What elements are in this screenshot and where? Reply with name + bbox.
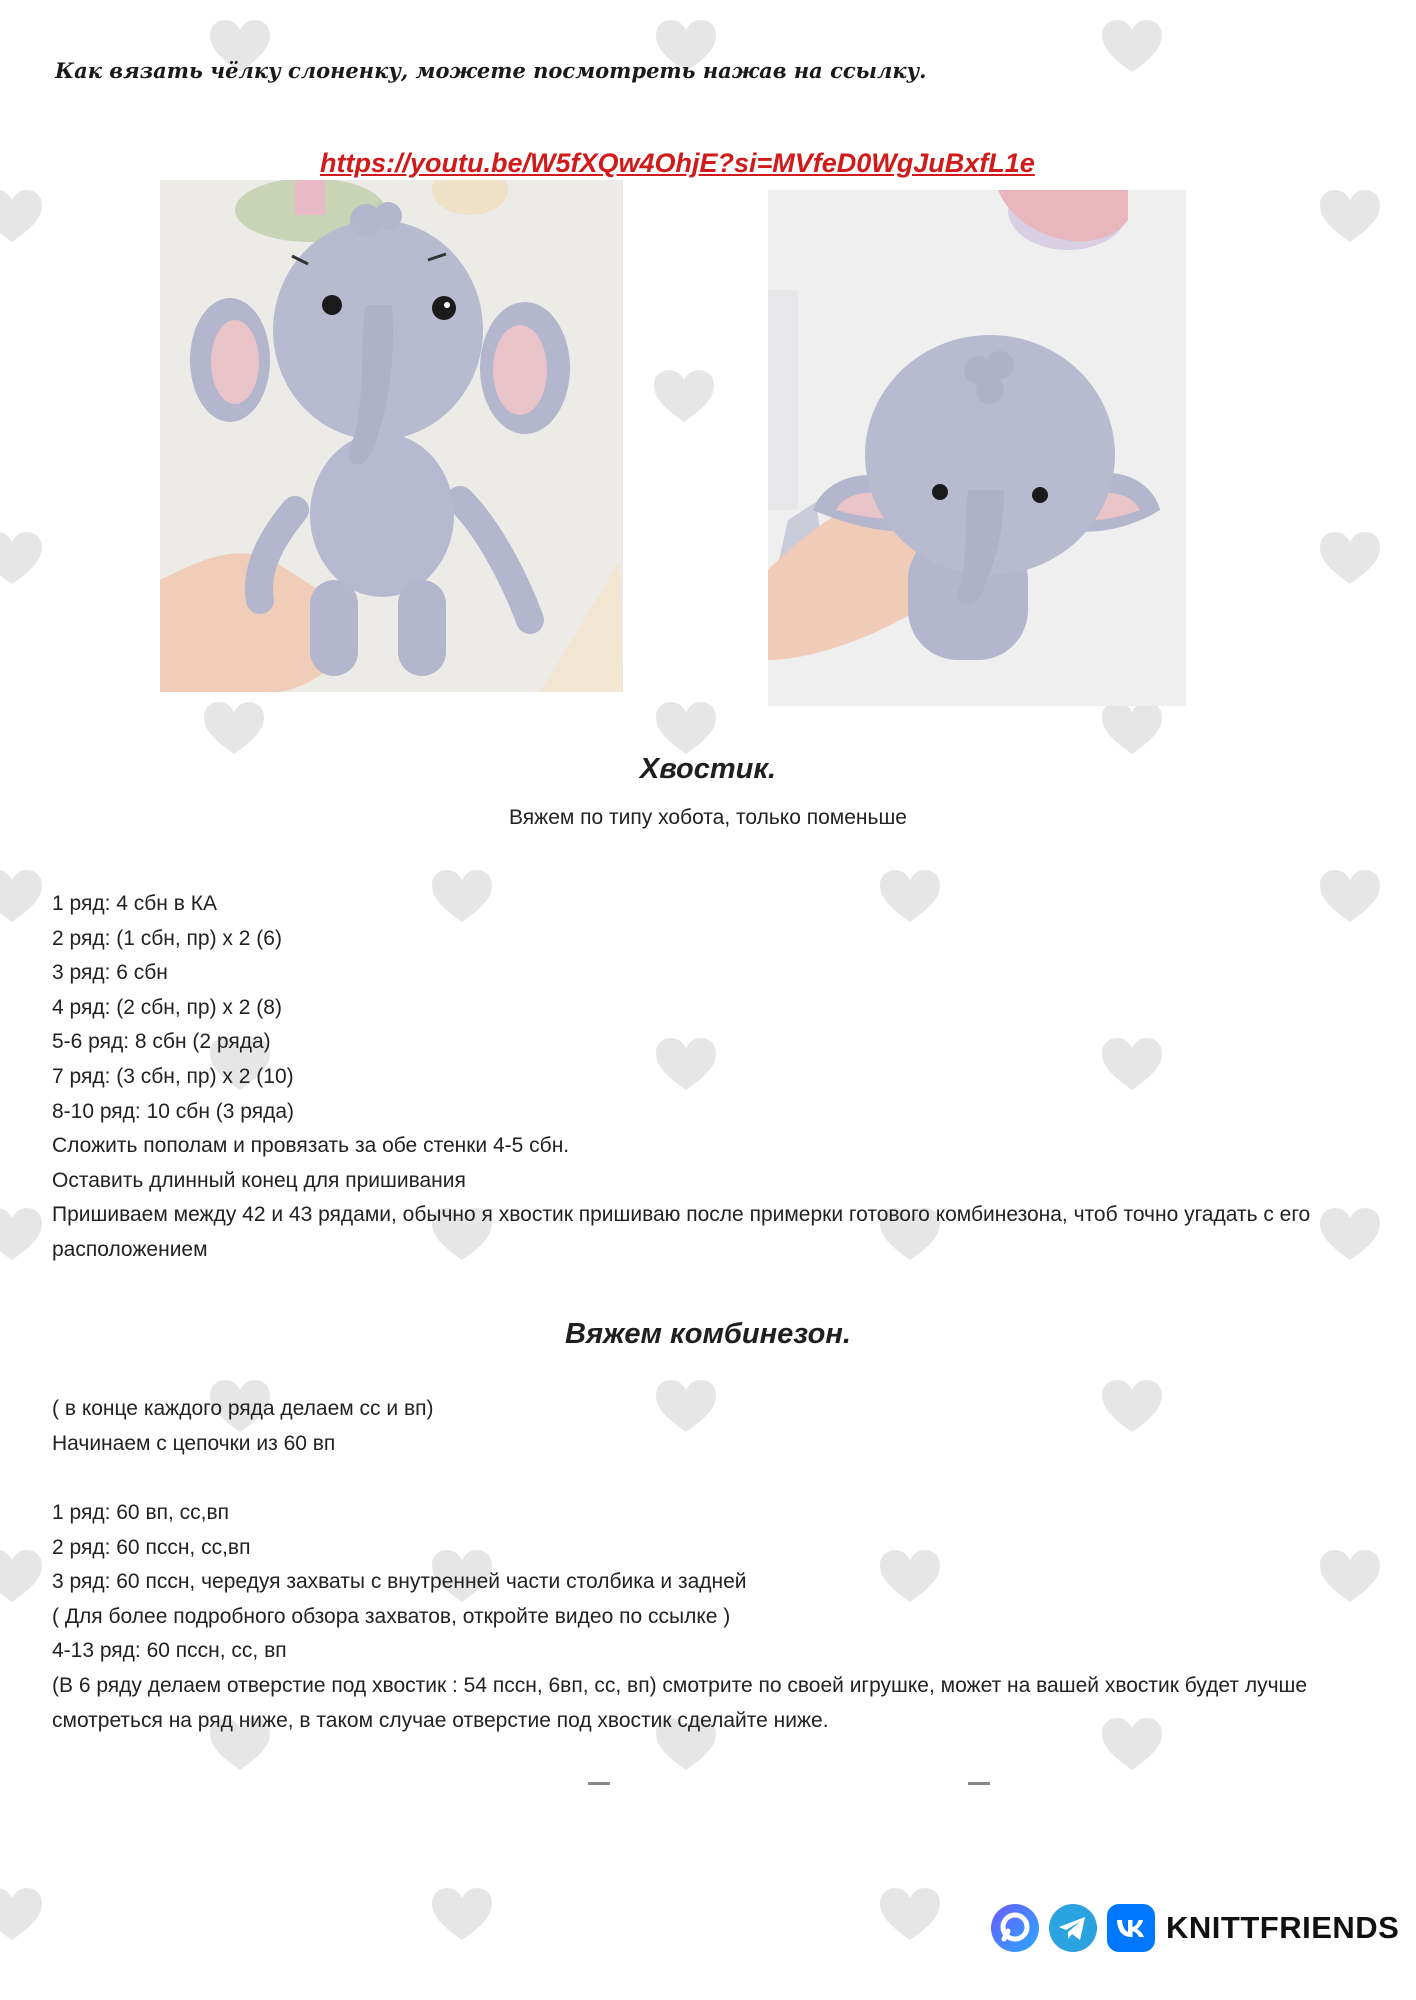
- jumpsuit-row: 1 ряд: 60 вп, сс,вп: [52, 1501, 230, 1524]
- heart-watermark-icon: [654, 700, 718, 756]
- tail-row: 7 ряд: (3 сбн, пр) х 2 (10): [52, 1064, 294, 1088]
- tail-row: Сложить пополам и провязать за обе стенки 4-5 сбн.: [52, 1134, 570, 1158]
- jumpsuit-row: ( Для более подробного обзора захватов, откройте видео по ссылке ): [52, 1604, 731, 1628]
- intro-text: Как вязать чёлку слоненку, можете посмотреть нажав на ссылку.: [55, 58, 927, 83]
- tail-note: Пришиваем между 42 и 43 рядами, обычно я хвостик пришиваю после примерки готового комбинезона, чтоб точно угадать с его расположением: [52, 1203, 1311, 1261]
- heart-watermark-icon: [0, 530, 44, 586]
- jumpsuit-note-line: ( в конце каждого ряда делаем сс и вп): [52, 1397, 434, 1420]
- tail-row: 4 ряд: (2 сбн, пр) х 2 (8): [52, 995, 282, 1019]
- heart-watermark-icon: [878, 1886, 942, 1942]
- tail-section-subtitle: Вяжем по типу хобота, только поменьше: [509, 806, 907, 829]
- tail-row: 3 ряд: 6 сбн: [52, 961, 168, 985]
- jumpsuit-row: 4-13 ряд: 60 пссн, сс, вп: [52, 1639, 287, 1663]
- tail-row: 5-6 ряд: 8 сбн (2 ряда): [52, 1030, 271, 1054]
- tail-row: Оставить длинный конец для пришивания: [52, 1168, 466, 1192]
- heart-watermark-icon: [0, 868, 44, 924]
- heart-watermark-icon: [1318, 530, 1382, 586]
- jumpsuit-instructions: [52, 1496, 1382, 1738]
- max-messenger-icon[interactable]: [990, 1903, 1040, 1953]
- heart-watermark-icon: [652, 368, 716, 424]
- tail-row: 8-10 ряд: 10 сбн (3 ряда): [52, 1099, 295, 1123]
- tail-section-title: Хвостик.: [639, 753, 777, 785]
- brand-footer: [990, 1901, 1399, 1955]
- jumpsuit-intro-notes: [52, 1392, 1382, 1461]
- telegram-icon[interactable]: [1048, 1903, 1098, 1953]
- jumpsuit-row: 3 ряд: 60 пссн, чередуя захваты с внутренней части столбика и задней: [52, 1570, 747, 1594]
- elephant-top-photo: [768, 190, 1186, 706]
- tail-instructions: [52, 887, 1382, 1268]
- jumpsuit-section-title: Вяжем комбинезон.: [565, 1318, 851, 1350]
- heart-watermark-icon: [1100, 700, 1164, 756]
- heart-watermark-icon: [0, 1548, 44, 1604]
- divider-mark: [588, 1782, 610, 1785]
- elephant-front-photo: [160, 180, 623, 692]
- jumpsuit-note: (В 6 ряду делаем отверстие под хвостик : 54 пссн, 6вп, сс, вп) смотрите по своей игрушке, может на вашей хвостик будет лучше смотреться на ряд ниже, в таком случае отверстие под хвостик сделайте ниже.: [52, 1673, 1308, 1732]
- jumpsuit-note-line: Начинаем с цепочки из 60 вп: [52, 1431, 336, 1455]
- vk-icon[interactable]: [1106, 1903, 1156, 1953]
- heart-watermark-icon: [1318, 188, 1382, 244]
- heart-watermark-icon: [0, 188, 44, 244]
- divider-mark: [968, 1782, 990, 1785]
- heart-watermark-icon: [202, 700, 266, 756]
- heart-watermark-icon: [430, 1886, 494, 1942]
- heart-watermark-icon: [0, 1886, 44, 1942]
- tail-row: 1 ряд: 4 сбн в КА: [52, 892, 217, 915]
- video-link[interactable]: https://youtu.be/W5fXQw4OhjE?si=MVfeD0WgJuBxfL1e: [320, 148, 1035, 178]
- heart-watermark-icon: [0, 1206, 44, 1262]
- jumpsuit-row: 2 ряд: 60 пссн, сс,вп: [52, 1535, 251, 1559]
- tail-row: 2 ряд: (1 сбн, пр) х 2 (6): [52, 926, 282, 950]
- brand-name: KNITTFRIENDS: [1166, 1910, 1400, 1945]
